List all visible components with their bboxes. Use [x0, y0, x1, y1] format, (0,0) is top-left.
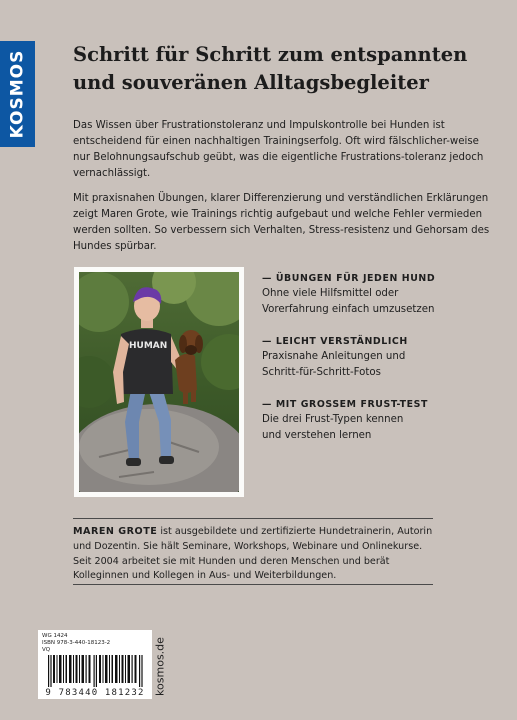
headline-line1: Schritt für Schritt zum entspannten	[73, 43, 468, 66]
feature-text-line: Ohne viele Hilfsmittel oder	[262, 288, 399, 299]
intro-paragraph-1: Das Wissen über Frustrationstoleranz und Impulskontrolle bei Hunden ist entscheidend für einen nachhaltigen Trainingserfolg. Oft wird fälschlicher-weise nur Belohnungsaufschub geübt, was die eigentliche Frustrations-toleranz jedoch vernachlässigt.	[73, 120, 484, 179]
feature-text-line: Schritt-für-Schritt-Fotos	[262, 367, 381, 378]
feature-title: — MIT GROSSEM FRUST-TEST	[262, 399, 428, 410]
isbn: ISBN 978-3-440-18123-2	[42, 640, 111, 646]
author-name: MAREN GROTE	[73, 526, 158, 537]
author-bio	[73, 525, 433, 584]
feature-title: — ÜBUNGEN FÜR JEDEN HUND	[262, 273, 436, 284]
feature-text-line: und verstehen lernen	[262, 430, 372, 441]
feature-text	[262, 349, 502, 381]
intro-paragraph-2: Mit praxisnahen Übungen, klarer Differenzierung und verständlichen Erklärungen zeigt Maren Grote, wie Trainings richtig aufgebaut und welche Fehler vermieden werden sollten. So verbessern sich Verhalten, Stress-resistenz und Gehorsam des Hundes spürbar.	[73, 193, 490, 252]
author-bio-text: ist ausgebildete und zertifizierte Hundetrainerin, Autorin und Dozentin. Sie hält Seminare, Workshops, Webinare und Onlinekurse. Seit 2004 arbeitet sie mit Hunden und deren Menschen und berät Kolleginnen und Kollegen in Aus- und Weiterbildungen.	[73, 526, 433, 582]
feature-list	[262, 271, 502, 460]
barcode-meta	[42, 633, 110, 654]
divider-bottom	[73, 584, 433, 585]
kosmos-logo-text: KOSMOS	[7, 49, 28, 139]
barcode-code: VQ	[42, 647, 51, 653]
warengruppe: WG 1424	[42, 633, 68, 639]
divider-top	[73, 518, 433, 519]
feature-title: — LEICHT VERSTÄNDLICH	[262, 336, 408, 347]
feature-text-line: Vorerfahrung einfach umzusetzen	[262, 304, 435, 315]
headline	[73, 41, 493, 97]
feature-item	[262, 397, 502, 444]
intro-text	[73, 118, 493, 264]
barcode-icon	[48, 655, 144, 687]
feature-item	[262, 334, 502, 381]
feature-text-line: Praxisnahe Anleitungen und	[262, 351, 406, 362]
feature-text	[262, 286, 502, 318]
feature-text-line: Die drei Frust-Typen kennen	[262, 414, 404, 425]
barcode-box	[38, 630, 152, 699]
shirt-text: HUMAN	[129, 341, 168, 351]
author-photo	[79, 272, 239, 492]
feature-item	[262, 271, 502, 318]
author-with-dog-illustration	[79, 272, 239, 492]
website-url[interactable]: kosmos.de	[153, 637, 167, 696]
barcode-digits: 9 783440 181232	[45, 688, 145, 698]
kosmos-logo	[0, 41, 35, 147]
headline-line2: und souveränen Alltagsbegleiter	[73, 71, 429, 94]
author-photo-frame	[74, 267, 244, 497]
feature-text	[262, 412, 502, 444]
